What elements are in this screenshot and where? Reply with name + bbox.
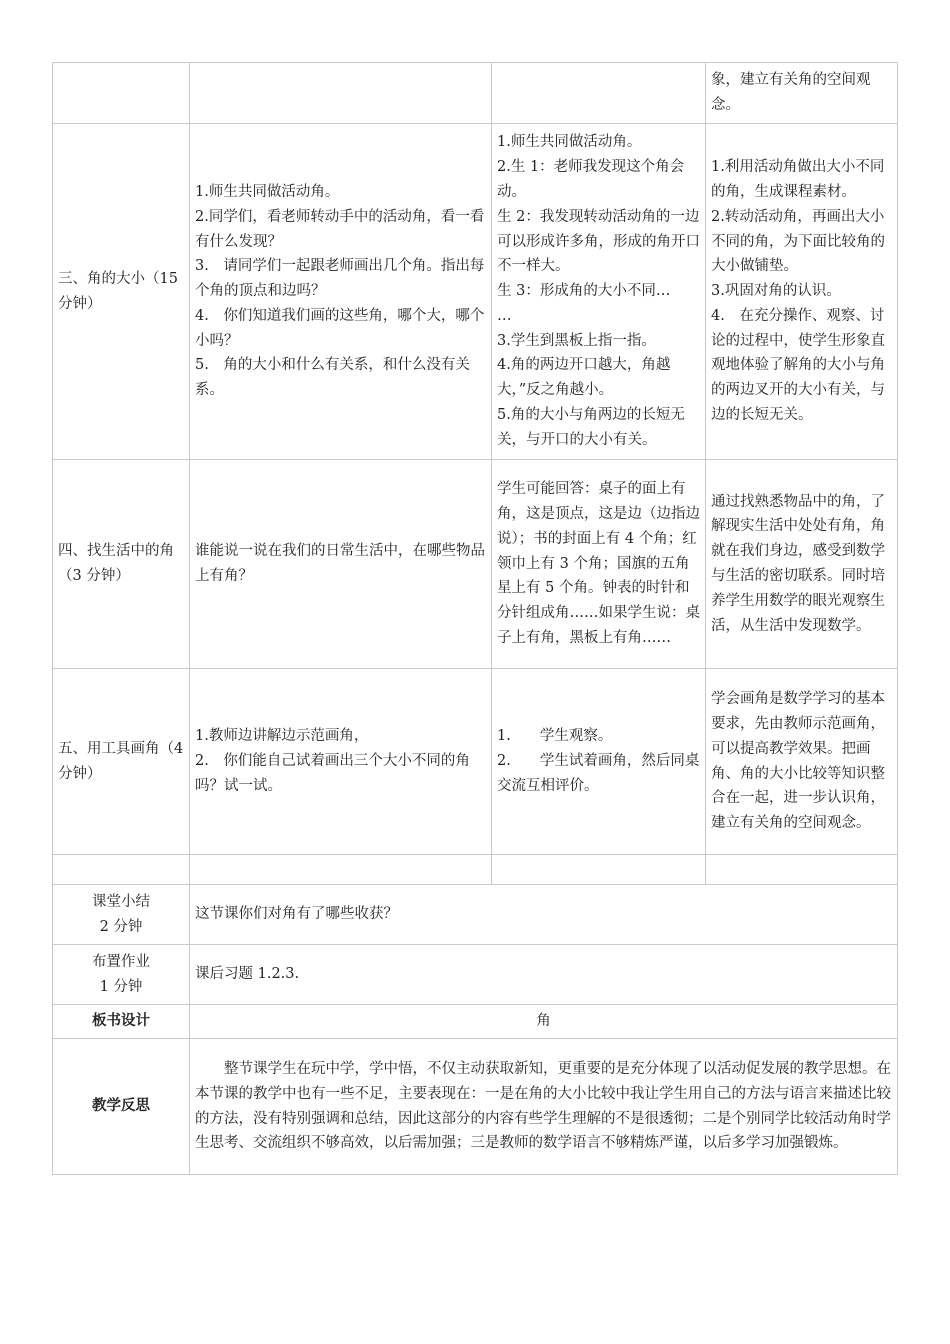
student-activity-cell (492, 63, 706, 124)
design-intent-line: 3.巩固对角的认识。 (711, 283, 841, 300)
student-activity-cell (492, 460, 706, 669)
plan-row (53, 63, 898, 124)
student-activity-cell (492, 124, 706, 460)
teacher-line: 4. 你们知道我们画的这些角，哪个大，哪个小吗？ (195, 307, 485, 349)
teacher-activity-cell (190, 855, 492, 885)
student-line: 4.角的两边开口越大，角越大，”反之角越小。 (497, 357, 671, 399)
homework-label-time: 1 分钟 (99, 978, 143, 995)
lesson-plan-table (52, 62, 898, 1175)
teacher-line: 3. 请同学们一起跟老师画出几个角。指出每个角的顶点和边吗？ (195, 258, 485, 300)
homework-label-title: 布置作业 (92, 953, 150, 970)
student-line: 1.师生共同做活动角。 (497, 134, 642, 151)
design-intent-cell (706, 855, 898, 885)
summary-content: 这节课你们对角有了哪些收获？ (190, 885, 898, 945)
reflection-content: 整节课学生在玩中学，学中悟，不仅主动获取新知，更重要的是充分体现了以活动促发展的教学思想。在本节课的教学中也有一些不足，主要表现在：一是在角的大小比较中我让学生用自己的方法与语言来描述比较的方法，没有特别强调和总结，因此这部分的内容有些学生理解的不是很透彻；二是个别同学比较活动角时学生思考、交流组织不够高效，以后需加强；三是教师的数学语言不够精炼严谨，以后多学习加强锻炼。 (190, 1039, 898, 1175)
board-design-label: 板书设计 (53, 1005, 190, 1039)
summary-row (53, 885, 898, 945)
summary-label (53, 885, 190, 945)
student-line: 3.学生到黑板上指一指。 (497, 332, 656, 349)
summary-label-title: 课堂小结 (92, 893, 150, 910)
design-intent-line: 通过找熟悉物品中的角，了解现实生活中处处有角，角就在我们身边，感受到数学与生活的密切联系。同时培养学生用数学的眼光观察生活，从生活中发现数学。 (711, 493, 885, 634)
teacher-activity-cell (190, 63, 492, 124)
teacher-activity-cell (190, 124, 492, 460)
plan-row (53, 855, 898, 885)
stage-cell (53, 669, 190, 855)
design-intent-line: 4. 在充分操作、观察、讨论的过程中，使学生形象直观地体验了解角的大小与角的两边叉开的大小有关，与边的长短无关。 (711, 307, 885, 424)
design-intent-line: 2.转动活动角，再画出大小不同的角，为下面比较角的大小做铺垫。 (711, 208, 885, 275)
teacher-line: 谁能说一说在我们的日常生活中，在哪些物品上有角？ (195, 543, 485, 584)
stage-text: 四、找生活中的角（3 分钟） (58, 543, 174, 584)
stage-text: 三、角的大小（15 分钟） (58, 270, 178, 312)
student-line: 2.生 1：老师我发现这个角会动。 (497, 159, 685, 200)
stage-cell (53, 63, 190, 124)
teacher-activity-cell (190, 669, 492, 855)
board-design-row (53, 1005, 898, 1039)
design-intent-cell (706, 63, 898, 124)
board-design-content: 角 (190, 1005, 898, 1039)
student-line: 2. 学生试着画角，然后同桌交流互相评价。 (497, 753, 700, 794)
student-activity-cell (492, 669, 706, 855)
homework-row (53, 945, 898, 1005)
student-line: 生 3：形成角的大小不同… (497, 283, 671, 300)
stage-cell (53, 460, 190, 669)
teacher-line: 2.同学们，看老师转动手中的活动角，看一看有什么发现？ (195, 208, 485, 250)
teacher-line: 5. 角的大小和什么有关系，和什么没有关系。 (195, 357, 470, 399)
design-intent-cell (706, 669, 898, 855)
teacher-line: 1.教师边讲解边示范画角， (195, 728, 369, 745)
plan-row (53, 460, 898, 669)
stage-cell (53, 124, 190, 460)
homework-label (53, 945, 190, 1005)
design-intent-line: 1.利用活动角做出大小不同的角，生成课程素材。 (711, 159, 885, 200)
stage-cell (53, 855, 190, 885)
teacher-line: 2. 你们能自己试着画出三个大小不同的角吗？试一试。 (195, 753, 470, 794)
student-line: 生 2：我发现转动活动角的一边可以形成许多角，形成的角开口不一样大。 (497, 208, 700, 275)
plan-row (53, 124, 898, 460)
summary-label-time: 2 分钟 (99, 918, 143, 935)
student-activity-cell (492, 855, 706, 885)
student-line: 1. 学生观察。 (497, 728, 613, 745)
design-intent-cell (706, 124, 898, 460)
design-intent-cell (706, 460, 898, 669)
teacher-activity-cell (190, 460, 492, 669)
design-intent-line: 学会画角是数学学习的基本要求，先由教师示范画角，可以提高教学效果。把画角、角的大小比较等知识整合在一起，进一步认识角，建立有关角的空间观念。 (711, 691, 885, 832)
reflection-label: 教学反思 (53, 1039, 190, 1175)
plan-row (53, 669, 898, 855)
stage-text: 五、用工具画角（4 分钟） (58, 740, 184, 782)
design-intent-line: 象，建立有关角的空间观念。 (711, 72, 871, 113)
homework-content: 课后习题 1.2.3. (190, 945, 898, 1005)
student-line: 5.角的大小与角两边的长短无关，与开口的大小有关。 (497, 407, 685, 448)
teacher-line: 1.师生共同做活动角。 (195, 183, 340, 200)
student-line: 学生可能回答：桌子的面上有角，这是顶点，这是边（边指边说）；书的封面上有 4 个角；红领巾上有 3 个角；国旗的五角星上有 5 个角。钟表的时针和分针组成角……如果学生说：桌子上有角，黑板上有角…… (497, 481, 700, 646)
student-line: … (497, 307, 512, 324)
reflection-row (53, 1039, 898, 1175)
